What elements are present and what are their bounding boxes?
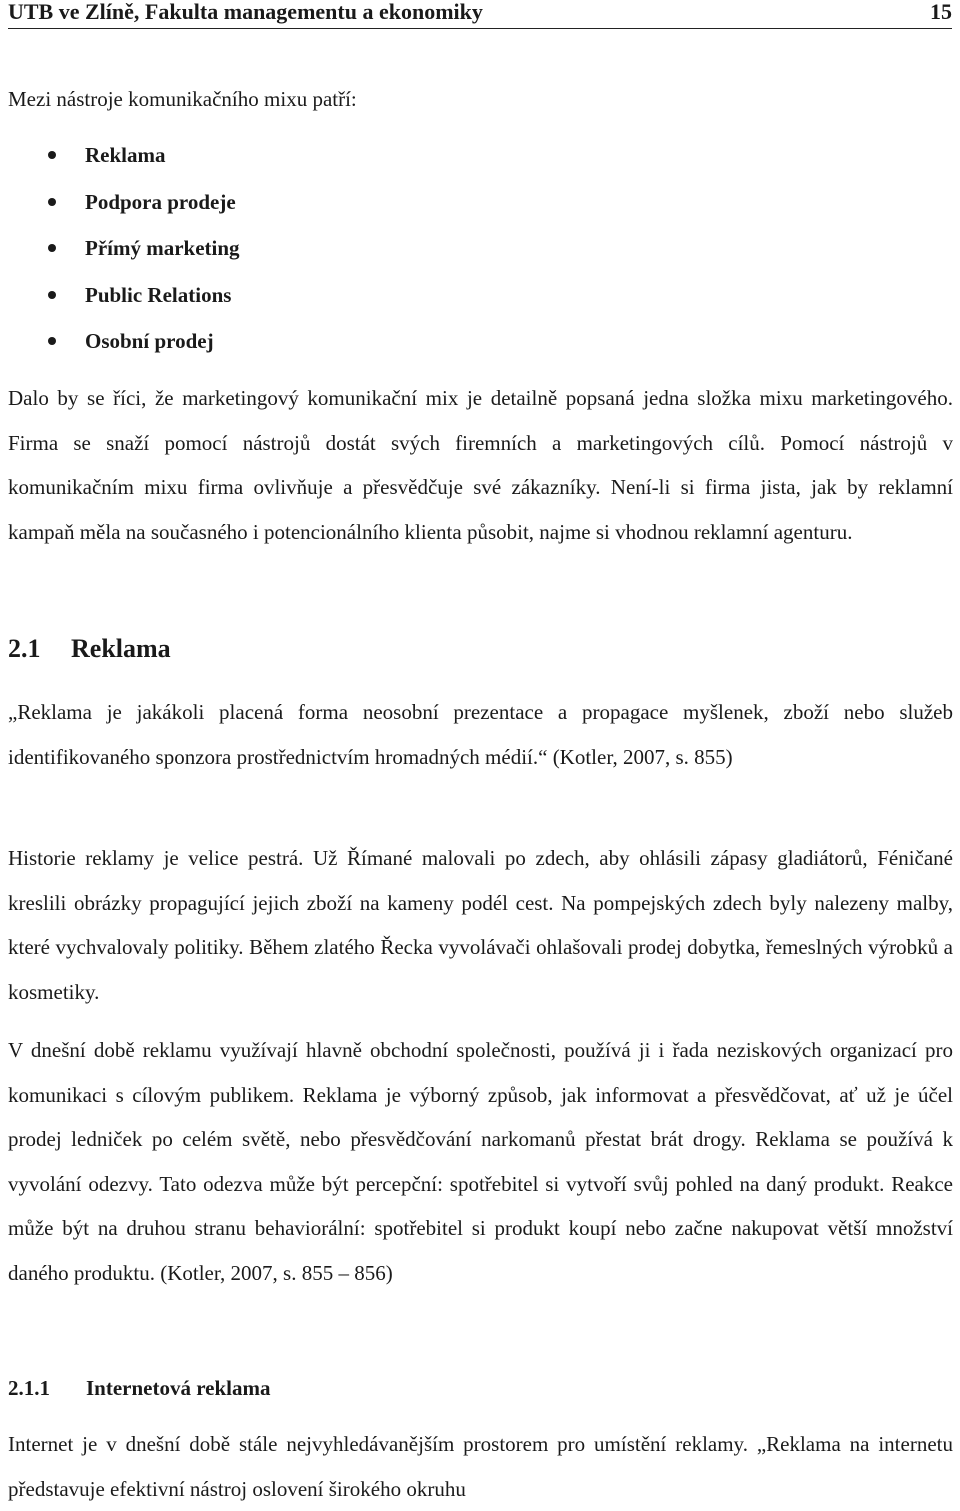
list-item-label: Reklama [85,143,166,167]
page-number: 15 [930,0,952,24]
list-item [0,327,600,374]
paragraph-internet: Internet je v dnešní době stále nejvyhledávanějším prostorem pro umístění reklamy. „Reklama na internetu představuje efektivní nástroj oslovení širokého okruhu [8,1432,953,1501]
bullet-list [0,141,600,374]
bullet-icon [48,198,56,206]
subsection-number: 2.1.1 [8,1376,50,1400]
paragraph-current-use: V dnešní době reklamu využívají hlavně obchodní společnosti, používá ji i řada neziskových organizací pro komunikaci s cílovým publikem. Reklama je výborný způsob, jak informovat a přesvědčovat, ať už je účel prodej ledniček po celém světě, nebo přesvědčování narkomanů přestat brát drogy. Reklama se používá k vyvolání odezvy. Tato odezva může být percepční: spotřebitel si vytvoří svůj pohled na daný produkt. Reakce může být na druhou stranu behaviorální: spotřebitel si produkt koupí nebo začne nakupovat větší množství daného produktu. (Kotler, 2007, s. 855 – 856) [8,1038,953,1285]
list-item-label: Osobní prodej [85,329,214,353]
section-number: 2.1 [8,634,41,663]
bullet-icon [48,291,56,299]
paragraph-definition-quote: „Reklama je jakákoli placená forma neosobní prezentace a propagace myšlenek, zboží nebo služeb identifikovaného sponzora prostřednictvím hromadných médií.“ (Kotler, 2007, s. 855) [8,700,953,769]
list-item-label: Přímý marketing [85,236,240,260]
page-header [8,0,952,29]
list-item [0,234,600,281]
paragraph-communication-mix: Dalo by se říci, že marketingový komunikační mix je detailně popsaná jedna složka mixu marketingového. Firma se snaží pomocí nástrojů dostát svých firemních a marketingových cílů. Pomocí nástrojů v komunikačním mixu firma ovlivňuje a přesvědčuje své zákazníky. Není-li si firma jista, jak by reklamní kampaň měla na současného i potencionálního klienta působit, najme si vhodnou reklamní agenturu. [8,386,953,544]
list-item-label: Public Relations [85,282,232,307]
section-heading [8,632,171,666]
section-title: Reklama [71,634,171,663]
subsection-heading [8,1373,271,1403]
list-item [0,281,600,328]
list-item [0,141,600,188]
list-item [0,188,600,235]
intro-text: Mezi nástroje komunikačního mixu patří: [8,87,357,111]
header-title: UTB ve Zlíně, Fakulta managementu a ekonomiky [8,0,483,24]
bullet-icon [48,244,56,252]
paragraph-history: Historie reklamy je velice pestrá. Už Římané malovali po zdech, aby ohlásili zápasy gladiátorů, Féničané kreslili obrázky propagující jejich zboží na kameny podél cest. Na pompejských zdech byly nalezeny malby, které vychvalovaly politiky. Během zlatého Řecka vyvolávači ohlašovali prodej dobytka, řemeslných výrobků a kosmetiky. [8,846,953,1004]
bullet-icon [48,337,56,345]
subsection-title: Internetová reklama [86,1376,271,1400]
bullet-icon [48,151,56,159]
list-item-label: Podpora prodeje [85,189,236,214]
